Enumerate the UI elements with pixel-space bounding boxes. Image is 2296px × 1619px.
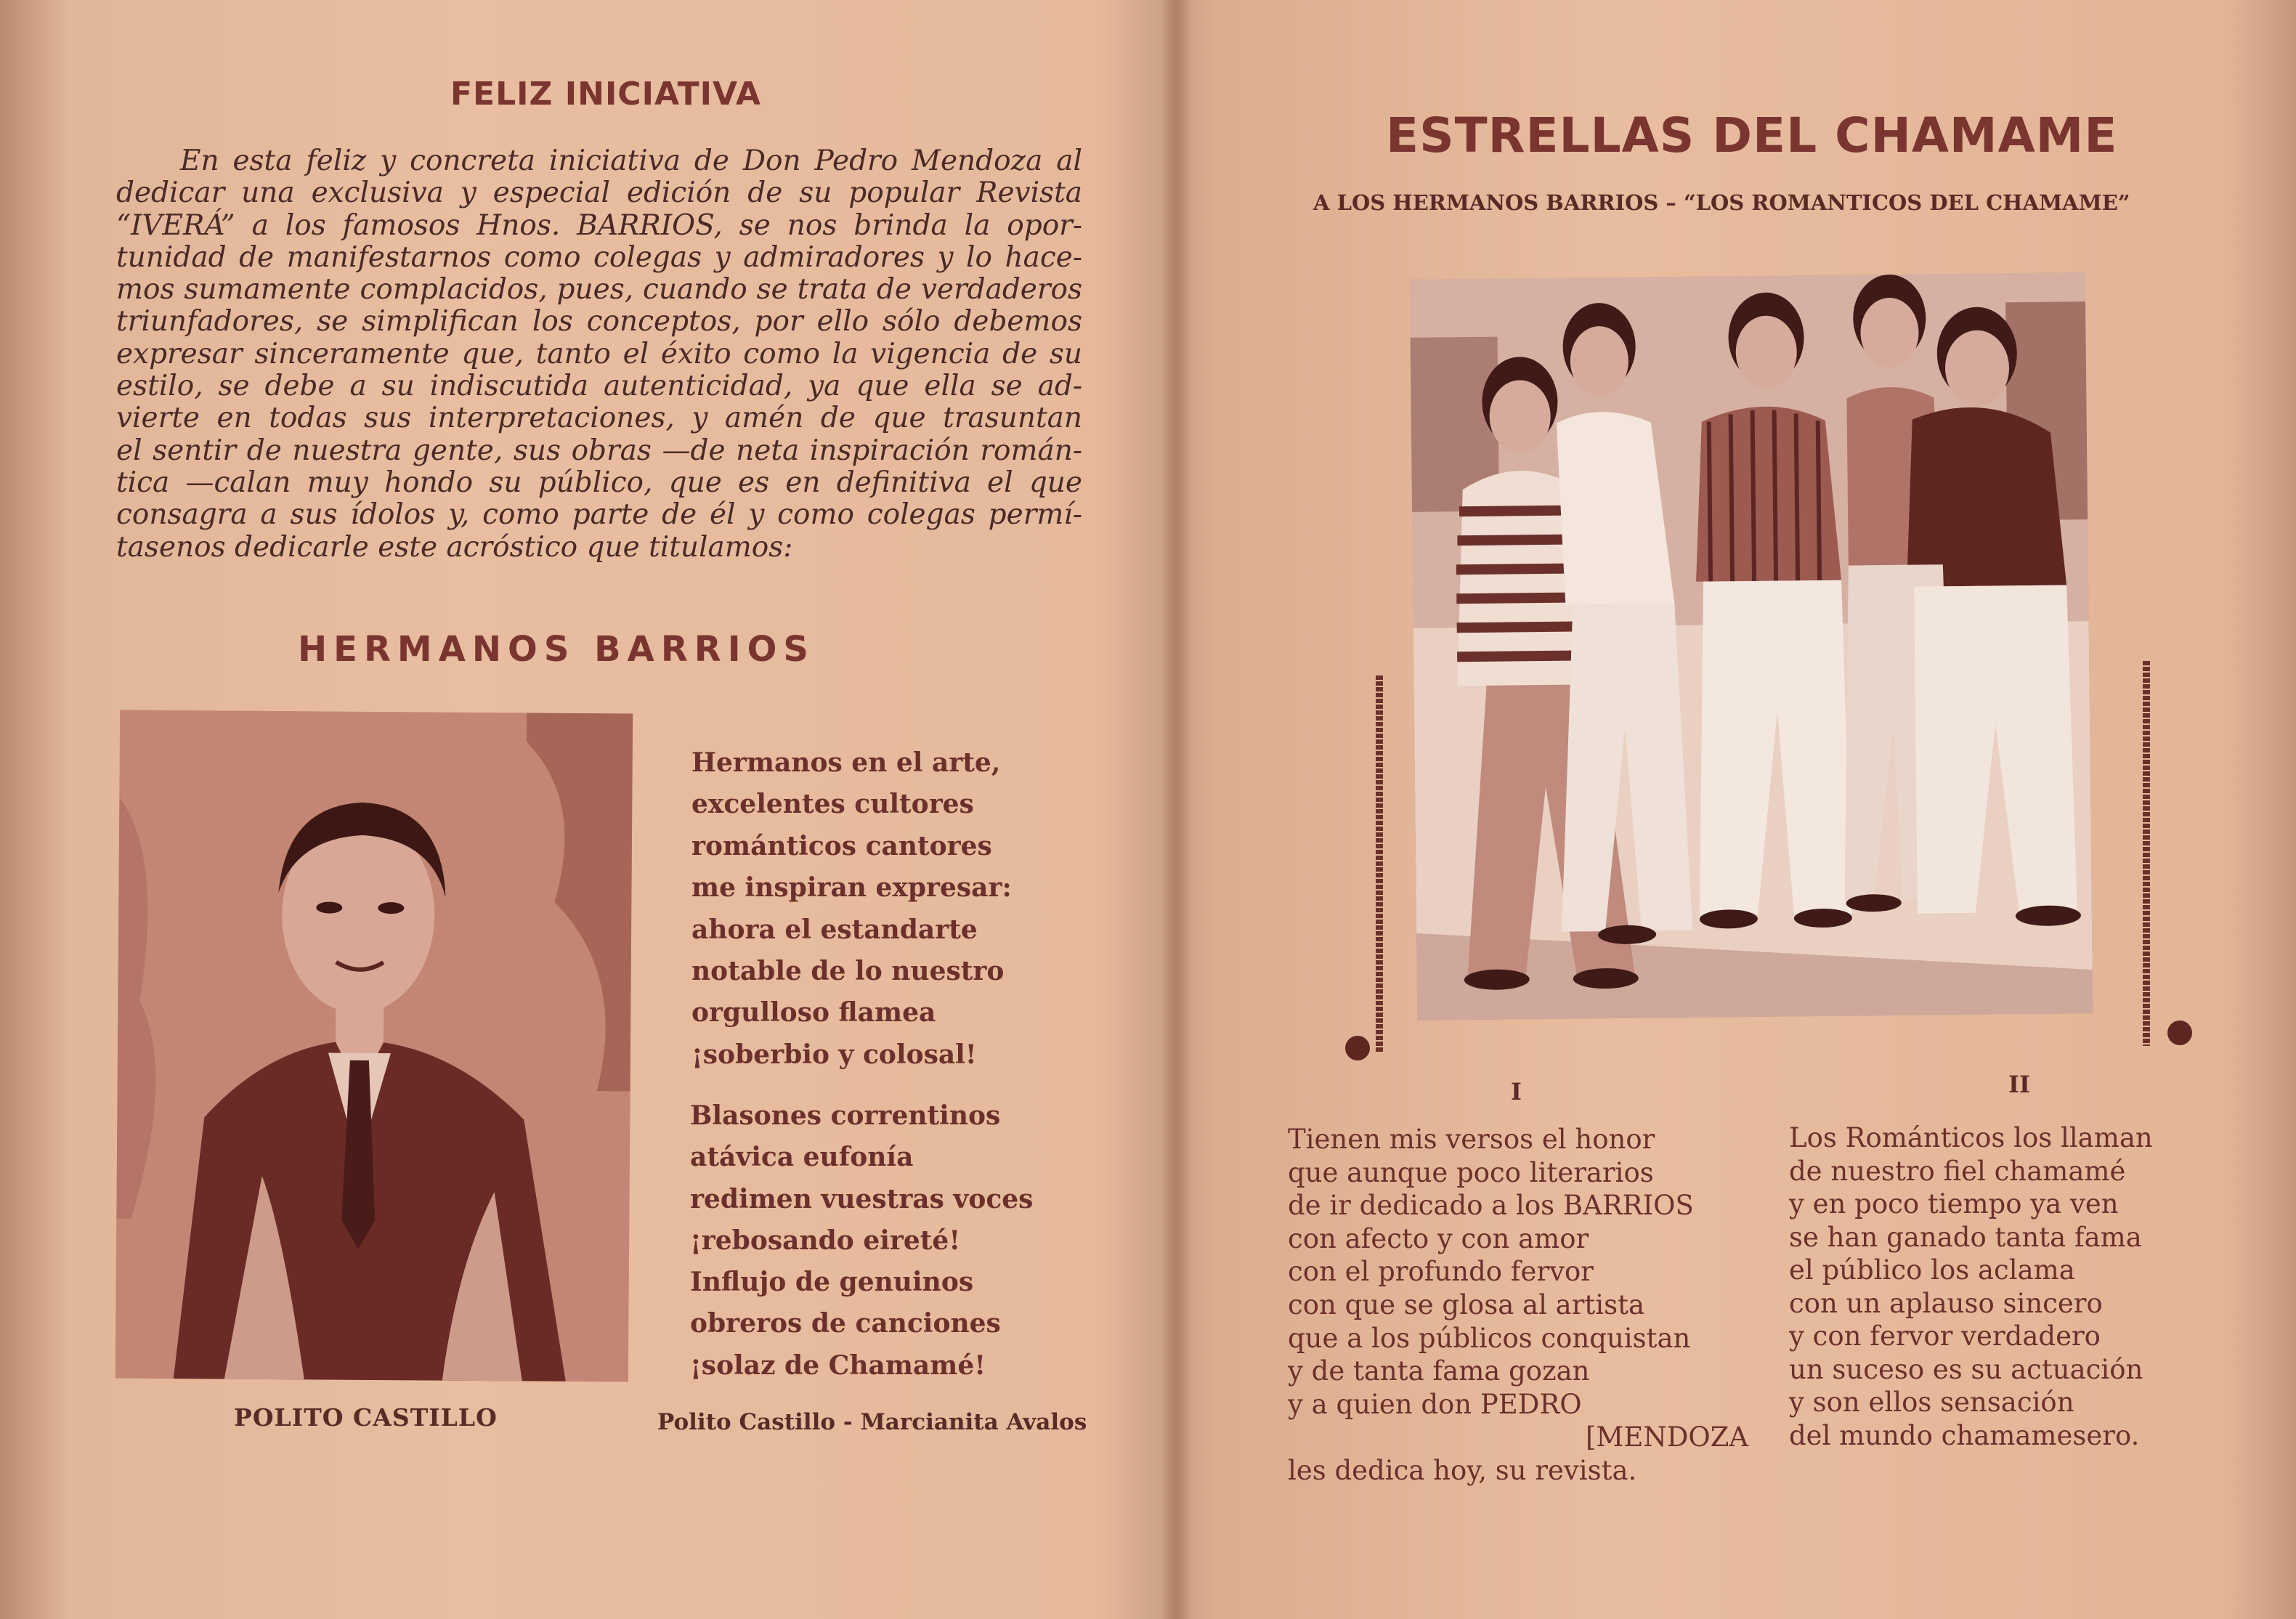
poem-line: Tienen mis versos el honor — [1288, 1124, 1655, 1155]
poem-credit: Polito Castillo - Marcianita Avalos — [657, 1409, 1087, 1435]
poem-line: con afecto y con amor — [1288, 1222, 1589, 1254]
intro-line: mos sumamente complacidos, pues, cuando se trata de verdaderos — [116, 273, 1082, 307]
acrostic-stanza-2 — [690, 1095, 1033, 1387]
poem-line: Los Románticos los llaman — [1789, 1122, 2153, 1153]
poem-line: ¡rebosando eireté! — [690, 1225, 961, 1256]
poem-line: con el profundo fervor — [1288, 1256, 1594, 1288]
page-gutter — [1161, 0, 1193, 1619]
poem-line: [MENDOZA — [1586, 1421, 1749, 1453]
decorative-dot — [2167, 1021, 2192, 1045]
group-photo — [1410, 272, 2093, 1021]
poem-line: de ir dedicado a los BARRIOS — [1288, 1190, 1694, 1222]
poem-line: con que se glosa al artista — [1288, 1289, 1645, 1320]
poem-line: obreros de canciones — [690, 1308, 1001, 1339]
poem-line: el público los aclama — [1789, 1254, 2075, 1286]
poem-line: atávica eufonía — [690, 1142, 914, 1173]
verse-1 — [1288, 1123, 1748, 1488]
poem-line: se han ganado tanta fama — [1789, 1221, 2142, 1253]
group-illustration — [1410, 272, 2093, 1021]
acrostic-stanza-1 — [691, 742, 1012, 1076]
poem-line: de nuestro fiel chamamé — [1789, 1155, 2126, 1187]
right-page-title: ESTRELLAS DEL CHAMAME — [1386, 107, 2118, 163]
poem-line: y con fervor verdadero — [1789, 1320, 2101, 1352]
poem-line: Hermanos en el arte, — [691, 747, 1001, 778]
intro-line: triunfadores, se simplifican los conceptos, por ello sólo debemos — [116, 305, 1082, 338]
intro-line: vierte en todas sus interpretaciones, y amén de que trasuntan — [116, 402, 1082, 435]
poem-line: ¡solaz de Chamamé! — [690, 1350, 986, 1381]
poem-line: excelentes cultores — [691, 789, 974, 820]
poem-line: un suceso es su actuación — [1789, 1353, 2143, 1385]
intro-line: el sentir de nuestra gente, sus obras —de neta inspiración román- — [116, 434, 1082, 467]
poem-line: les dedica hoy, su revista. — [1288, 1454, 1637, 1486]
intro-line: tica —calan muy hondo su público, que es en definitiva el que — [116, 466, 1082, 499]
poem-line: y a quien don PEDRO — [1288, 1388, 1582, 1420]
poem-line: del mundo chamamesero. — [1789, 1419, 2140, 1451]
poem-line: con un aplauso sincero — [1789, 1287, 2103, 1319]
intro-line: dedicar una exclusiva y especial edición de su popular Revista — [116, 176, 1082, 210]
decorative-rule — [1376, 675, 1383, 1053]
intro-line: expresar sinceramente que, tanto el éxito como la vigencia de su — [116, 337, 1082, 370]
poem-line: y de tanta fama gozan — [1288, 1355, 1590, 1387]
poem-line: y en poco tiempo ya ven — [1789, 1188, 2119, 1220]
decorative-rule — [2143, 661, 2150, 1046]
intro-line: consagra a sus ídolos y, como parte de él y como colegas permí- — [116, 498, 1082, 532]
poem-line: románticos cantores — [691, 830, 992, 861]
poem-line: orgulloso flamea — [691, 997, 936, 1028]
poem-line: Influjo de genuinos — [690, 1267, 974, 1298]
intro-paragraph — [116, 145, 1082, 564]
poem-line: me inspiran expresar: — [691, 872, 1012, 904]
intro-line: tunidad de manifestarnos como colegas y admiradores y lo hace- — [116, 240, 1082, 274]
verse-number: I — [1511, 1078, 1522, 1105]
intro-line: estilo, se debe a su indiscutida autenticidad, ya que ella se ad- — [116, 370, 1082, 403]
left-page-title: FELIZ INICIATIVA — [450, 76, 762, 113]
poem-line: ahora el estandarte — [691, 914, 978, 945]
poem-line: redimen vuestras voces — [690, 1183, 1034, 1214]
poem-line: y son ellos sensación — [1789, 1387, 2074, 1418]
poem-line: Blasones correntinos — [690, 1100, 1001, 1131]
decorative-dot — [1345, 1036, 1370, 1060]
verse-2 — [1789, 1121, 2153, 1452]
intro-line: “IVERÁ” a los famosos Hnos. BARRIOS, se nos brinda la opor- — [116, 208, 1082, 242]
right-page-subtitle: A LOS HERMANOS BARRIOS – “LOS ROMANTICOS DEL CHAMAME” — [1313, 190, 2130, 215]
acrostic-title: HERMANOS BARRIOS — [298, 629, 815, 670]
poem-line: ¡soberbio y colosal! — [691, 1039, 977, 1070]
poem-line: notable de lo nuestro — [691, 956, 1005, 987]
verse-number: II — [2008, 1071, 2030, 1098]
photo-caption: POLITO CASTILLO — [234, 1403, 498, 1432]
intro-line: tasenos dedicarle este acróstico que titulamos: — [116, 530, 793, 564]
portrait-photo — [115, 710, 633, 1382]
poem-line: que aunque poco literarios — [1288, 1156, 1654, 1188]
poem-line: que a los públicos conquistan — [1288, 1322, 1691, 1354]
portrait-illustration — [115, 710, 633, 1382]
intro-line: En esta feliz y concreta iniciativa de Don Pedro Mendoza al — [180, 145, 1082, 177]
